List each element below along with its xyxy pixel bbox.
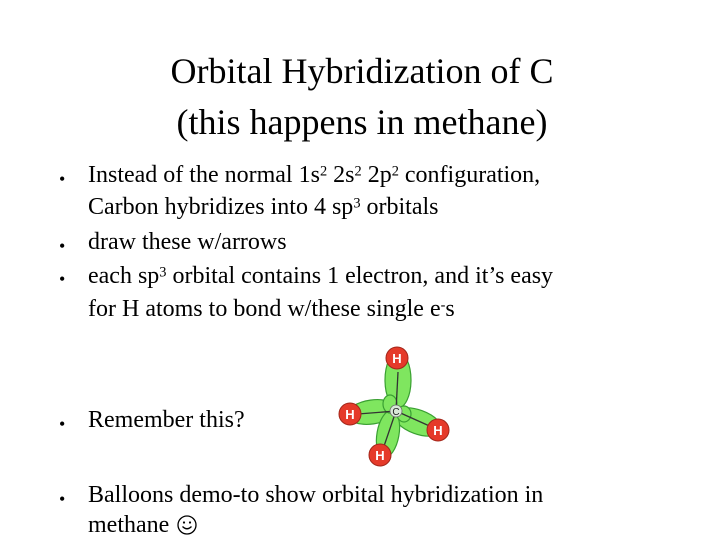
methane-orbital-svg (330, 342, 460, 470)
hydrogen-up (386, 347, 408, 369)
hydrogen-label: H (433, 423, 443, 438)
hydrogen-down (369, 444, 391, 466)
hydrogen-label: H (392, 351, 402, 366)
bullet-3-text-b: orbital contains 1 electron, and it’s easy (166, 263, 554, 289)
bullet-1-text-b: 2s (327, 162, 355, 188)
hydrogen-label: H (375, 448, 385, 463)
bullet-3-line-2-text-b: s (445, 296, 455, 322)
slide-title-line-1: Orbital Hybridization of C (170, 51, 554, 91)
bullet-1-text-d: configuration, (398, 162, 541, 188)
bullet-1-line-2-sup: 3 (353, 195, 361, 212)
bullet-4: Remember this? (88, 407, 245, 433)
bullet-5-line-2 (88, 513, 197, 540)
bullet-1-line-2-text-b: orbitals (360, 194, 439, 220)
bullet-marker: • (59, 489, 66, 509)
bullet-1-sup-1: 2 (319, 163, 328, 180)
bullet-5-line-2-text: methane (88, 512, 170, 538)
bullet-marker: • (59, 414, 66, 434)
bullet-2: draw these w/arrows (88, 229, 287, 255)
methane-orbital-diagram (330, 342, 460, 470)
hydrogen-right (427, 419, 449, 441)
bullet-1-text-a: Instead of the normal 1s (88, 162, 320, 188)
bullet-3-line-2-sup: - (440, 297, 446, 314)
bullet-marker: • (59, 269, 66, 289)
bullet-marker: • (59, 169, 66, 189)
bullet-3-text-a: each sp (88, 263, 160, 289)
bullet-3-line-1 (88, 264, 553, 288)
smiley-face-icon (177, 515, 197, 540)
bullet-1-sup-2: 2 (354, 163, 362, 180)
bullet-3-line-2 (88, 297, 455, 321)
bullet-1-text-c: 2p (361, 162, 392, 188)
bullet-1-line-2 (88, 195, 439, 219)
bullet-1-line-2-text-a: Carbon hybridizes into 4 sp (88, 194, 354, 220)
slide-title-line-2: (this happens in methane) (176, 102, 548, 142)
bullet-marker: • (59, 236, 66, 256)
bullet-5-line-1: Balloons demo-to show orbital hybridization in (88, 482, 544, 508)
hydrogen-left (339, 403, 361, 425)
bullet-1-sup-3: 2 (391, 163, 399, 180)
carbon-label: C (392, 407, 400, 418)
bullet-3-line-2-text-a: for H atoms to bond w/these single e (88, 296, 441, 322)
bullet-3-sup: 3 (159, 264, 167, 281)
hydrogen-label: H (345, 407, 355, 422)
bullet-1-line-1 (88, 163, 540, 187)
